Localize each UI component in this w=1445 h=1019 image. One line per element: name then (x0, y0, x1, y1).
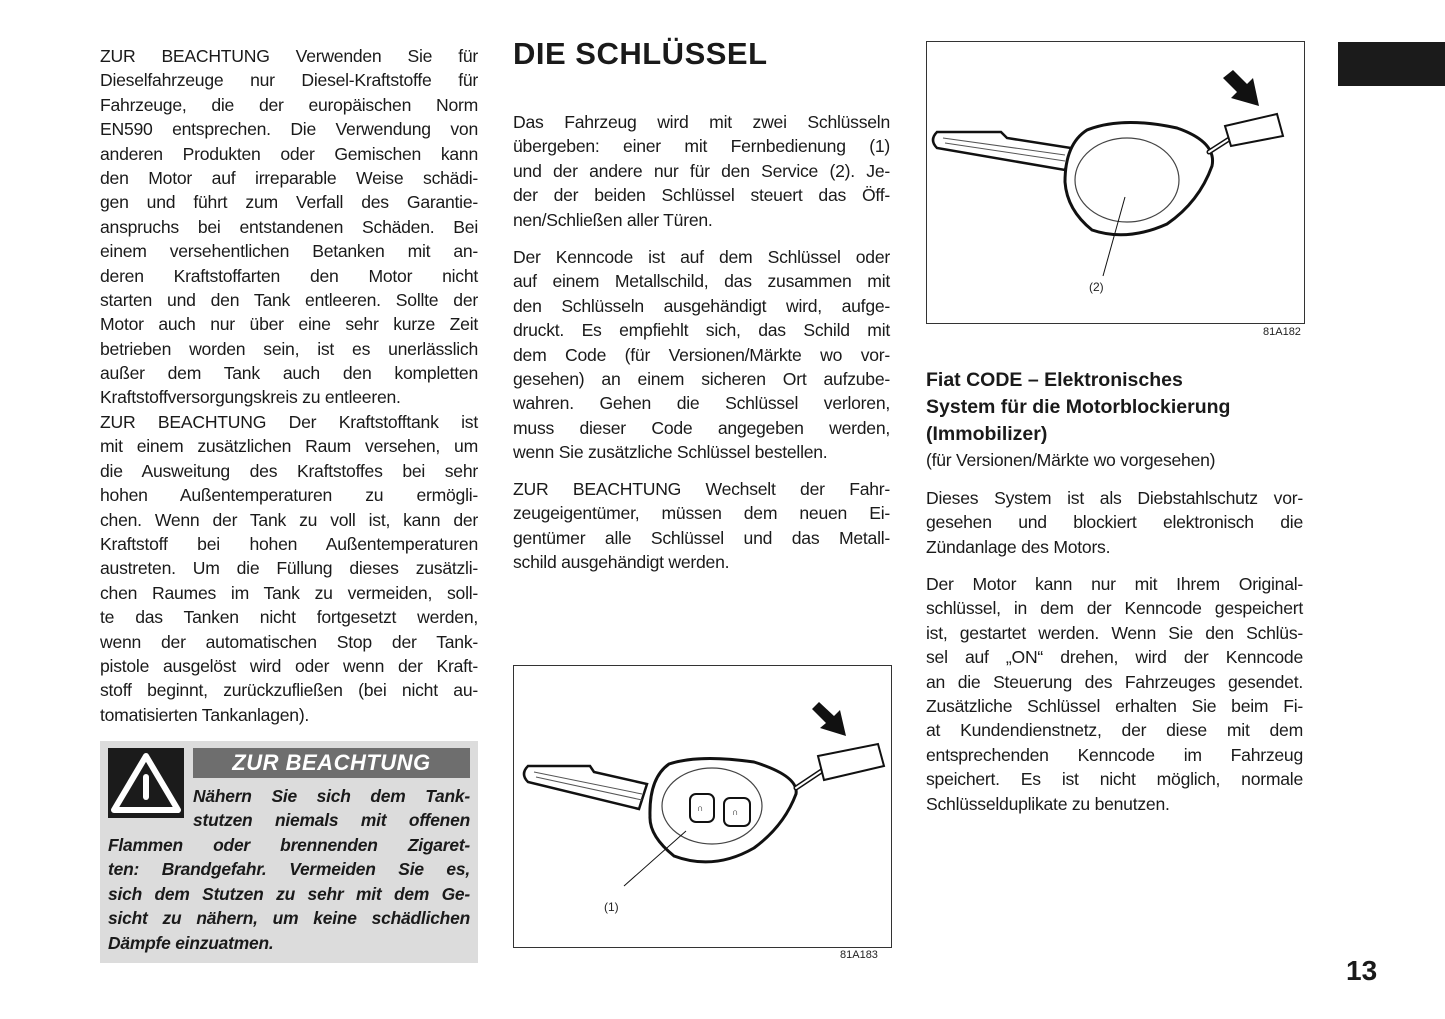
arrow-icon (812, 702, 846, 736)
warning-text-indented (193, 784, 470, 833)
text-line: Dieses System ist als Diebstahlschutz vor- (926, 488, 1303, 508)
remote-key-illustration (514, 666, 891, 947)
text-line: starten und den Tank entleeren. Sollte der (100, 289, 478, 310)
text-line: schild ausgehändigt werden. (513, 552, 730, 573)
figure-code: 81A182 (1263, 326, 1301, 338)
text-line: übergeben: einer mit Fernbedienung (1) (513, 136, 890, 157)
warning-line: sicht zu nähern, um keine schädlichen (108, 908, 470, 929)
warning-line: Nähern Sie sich dem Tank- (193, 786, 470, 806)
text-line: deren Kraftstoffarten den Motor nicht (100, 265, 478, 286)
heading-line: (Immobilizer) (926, 423, 1048, 445)
text-line: gen und führt zum Verfall des Garantie- (100, 192, 478, 213)
text-line: einem versehentlichen Betanken mit an- (100, 241, 478, 262)
text-line: Zusätzliche Schlüssel erhalten Sie beim Fi- (926, 695, 1303, 716)
tank-note-paragraph (100, 410, 478, 727)
arrow-icon (1223, 70, 1259, 106)
text-line: dem Code (für Versionen/Märkte wo vor- (513, 344, 890, 365)
service-key-illustration (927, 42, 1304, 323)
text-line: entsprechenden Kenncode im Fahrzeug (926, 744, 1303, 765)
text-line: ZUR BEACHTUNG Wechselt der Fahr- (513, 479, 890, 499)
text-line: speichert. Es ist nicht möglich, normale (926, 769, 1303, 790)
text-line: ist, gestartet werden. Wenn Sie den Schlüs- (926, 622, 1303, 643)
text-line: mit einem zusätzlichen Raum versehen, um (100, 436, 478, 457)
page-number: 13 (1346, 955, 1378, 986)
text-line: (für Versionen/Märkte wo vorgesehen) (926, 450, 1216, 470)
text-line: den Motor auf irreparable Weise schädi- (100, 167, 478, 188)
text-line: austreten. Um die Füllung dieses zusätzli- (100, 558, 478, 579)
page-title: DIE SCHLÜSSEL (513, 36, 768, 71)
text-line: ZUR BEACHTUNG Verwenden Sie für (100, 46, 478, 66)
text-line: auf einem Metallschild, das zusammen mit (513, 271, 890, 292)
text-line: druckt. Es empfiehlt sich, das Schild mit (513, 320, 890, 341)
text-line: betrieben worden sein, ist es unerlässlich (100, 338, 478, 359)
text-line: sel auf „ON“ drehen, wird der Kenncode (926, 647, 1303, 668)
text-line: schlüssel, in dem der Kenncode gespeichert (926, 598, 1303, 619)
owner-change-note (513, 477, 890, 575)
warning-box (100, 741, 478, 963)
text-line: an die Steuerung des Fahrzeuges gesendet. (926, 671, 1303, 692)
text-line: Zündanlage des Motors. (926, 536, 1111, 557)
original-key-paragraph (926, 572, 1303, 816)
text-line: anspruchs bei entstandenen Schäden. Bei (100, 216, 478, 237)
immobilizer-subheading (926, 448, 1303, 472)
text-line: außer dem Tank auch den kompletten (100, 363, 478, 384)
text-line: zeugeigentümer, müssen dem neuen Ei- (513, 503, 890, 524)
text-line: gentümer alle Schlüssel und das Metall- (513, 527, 890, 548)
text-line: der der beiden Schlüssel steuert das Öff- (513, 185, 890, 206)
service-key-figure (926, 41, 1305, 324)
text-line: Schlüsselduplikate zu benutzen. (926, 793, 1170, 814)
text-line: chen Raumes im Tank zu vermeiden, soll- (100, 582, 478, 603)
figure-callout: (1) (604, 900, 619, 914)
svg-text:∩: ∩ (697, 803, 704, 813)
text-line: Kraftstoff bei hohen Außentemperaturen (100, 533, 478, 554)
figure-code: 81A183 (840, 949, 878, 961)
warning-line: sich dem Stutzen zu sehr mit dem Ge- (108, 883, 470, 904)
warning-line: Flammen oder brennenden Zigaret- (108, 835, 470, 855)
heading-line: Fiat CODE – Elektronisches (926, 369, 1183, 391)
text-line: wahren. Gehen die Schlüssel verloren, (513, 393, 890, 414)
text-line: Motor auch nur über eine sehr kurze Zeit (100, 314, 478, 335)
text-line: Der Motor kann nur mit Ihrem Original- (926, 574, 1303, 594)
section-tab-marker (1338, 42, 1445, 86)
text-line: pistole ausgelöst wird oder wenn der Kraft- (100, 655, 478, 676)
text-line: chen. Wenn der Tank zu voll ist, kann der (100, 509, 478, 530)
remote-key-figure (513, 665, 892, 948)
text-line: EN590 entsprechen. Die Verwendung von (100, 119, 478, 140)
warning-line: Dämpfe einzuatmen. (108, 932, 274, 953)
text-line: Dieselfahrzeuge nur Diesel-Kraftstoffe für (100, 70, 478, 91)
text-line: gesehen) an einem sicheren Ort aufzube- (513, 368, 890, 389)
keys-intro-paragraph (513, 110, 890, 232)
text-line: wenn Sie zusätzliche Schlüssel bestellen. (513, 442, 828, 463)
text-line: und der andere nur für den Service (2). Je- (513, 160, 890, 181)
text-line: Der Kenncode ist auf dem Schlüssel oder (513, 247, 890, 267)
warning-triangle-icon (108, 748, 184, 818)
text-line: te das Tanken nicht fortgesetzt werden, (100, 607, 478, 628)
text-line: Kraftstoffversorgungskreis zu entleeren. (100, 387, 401, 408)
svg-text:∩: ∩ (732, 807, 739, 817)
warning-line: ten: Brandgefahr. Vermeiden Sie es, (108, 859, 470, 880)
text-line: Das Fahrzeug wird mit zwei Schlüsseln (513, 112, 890, 132)
text-line: nen/Schließen aller Türen. (513, 209, 713, 230)
text-line: stoff beginnt, zurückzufließen (bei nicht au- (100, 680, 478, 701)
figure-callout: (2) (1089, 280, 1104, 294)
text-line: tomatisierten Tankanlagen). (100, 704, 310, 725)
heading-line: System für die Motorblockierung (926, 396, 1231, 418)
text-line: Fahrzeuge, die der europäischen Norm (100, 94, 478, 115)
text-line: ZUR BEACHTUNG Der Kraftstofftank ist (100, 412, 478, 432)
text-line: wenn der automatischen Stop der Tank- (100, 631, 478, 652)
warning-line: stutzen niemals mit offenen (193, 810, 470, 831)
text-line: anderen Produkten oder Gemischen kann (100, 143, 478, 164)
text-line: gesehen und blockiert elektronisch die (926, 512, 1303, 533)
immobilizer-heading (926, 367, 1303, 448)
text-line: den Schlüsseln ausgehändigt wird, aufge- (513, 295, 890, 316)
fuel-note-paragraph (100, 44, 478, 410)
warning-title: ZUR BEACHTUNG (193, 748, 470, 778)
text-line: hohen Außentemperaturen zu ermögli- (100, 485, 478, 506)
text-line: die Ausweitung des Kraftstoffes bei sehr (100, 460, 478, 481)
text-line: muss dieser Code angegeben werden, (513, 417, 890, 438)
immobilizer-paragraph (926, 486, 1303, 559)
text-line: at Kundendienstnetz, der diese mit dem (926, 720, 1303, 741)
key-code-paragraph (513, 245, 890, 465)
warning-text (108, 833, 470, 955)
